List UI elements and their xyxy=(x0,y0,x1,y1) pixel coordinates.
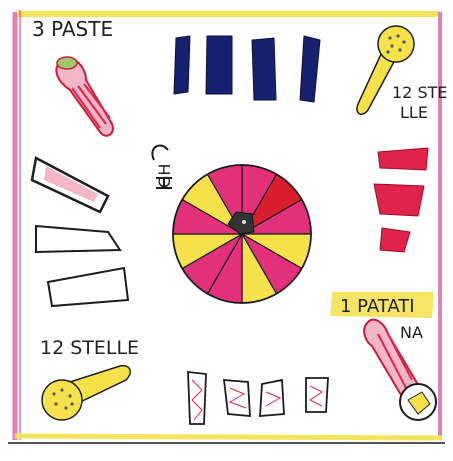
label-1-patatina-line1: 1 PATATI xyxy=(340,296,415,317)
label-3-paste: 3 PASTE xyxy=(32,17,114,41)
label-gh: GH xyxy=(155,163,174,188)
label-12-stelle-bottom: 12 STELLE xyxy=(40,337,140,359)
label-12-stelle-top-line2: LLE xyxy=(400,103,428,122)
label-1-patatina-line2: NA xyxy=(400,323,423,342)
label-12-stelle-top-line1: 12 STE xyxy=(392,83,448,102)
spinner-wheel-icon xyxy=(173,165,311,303)
